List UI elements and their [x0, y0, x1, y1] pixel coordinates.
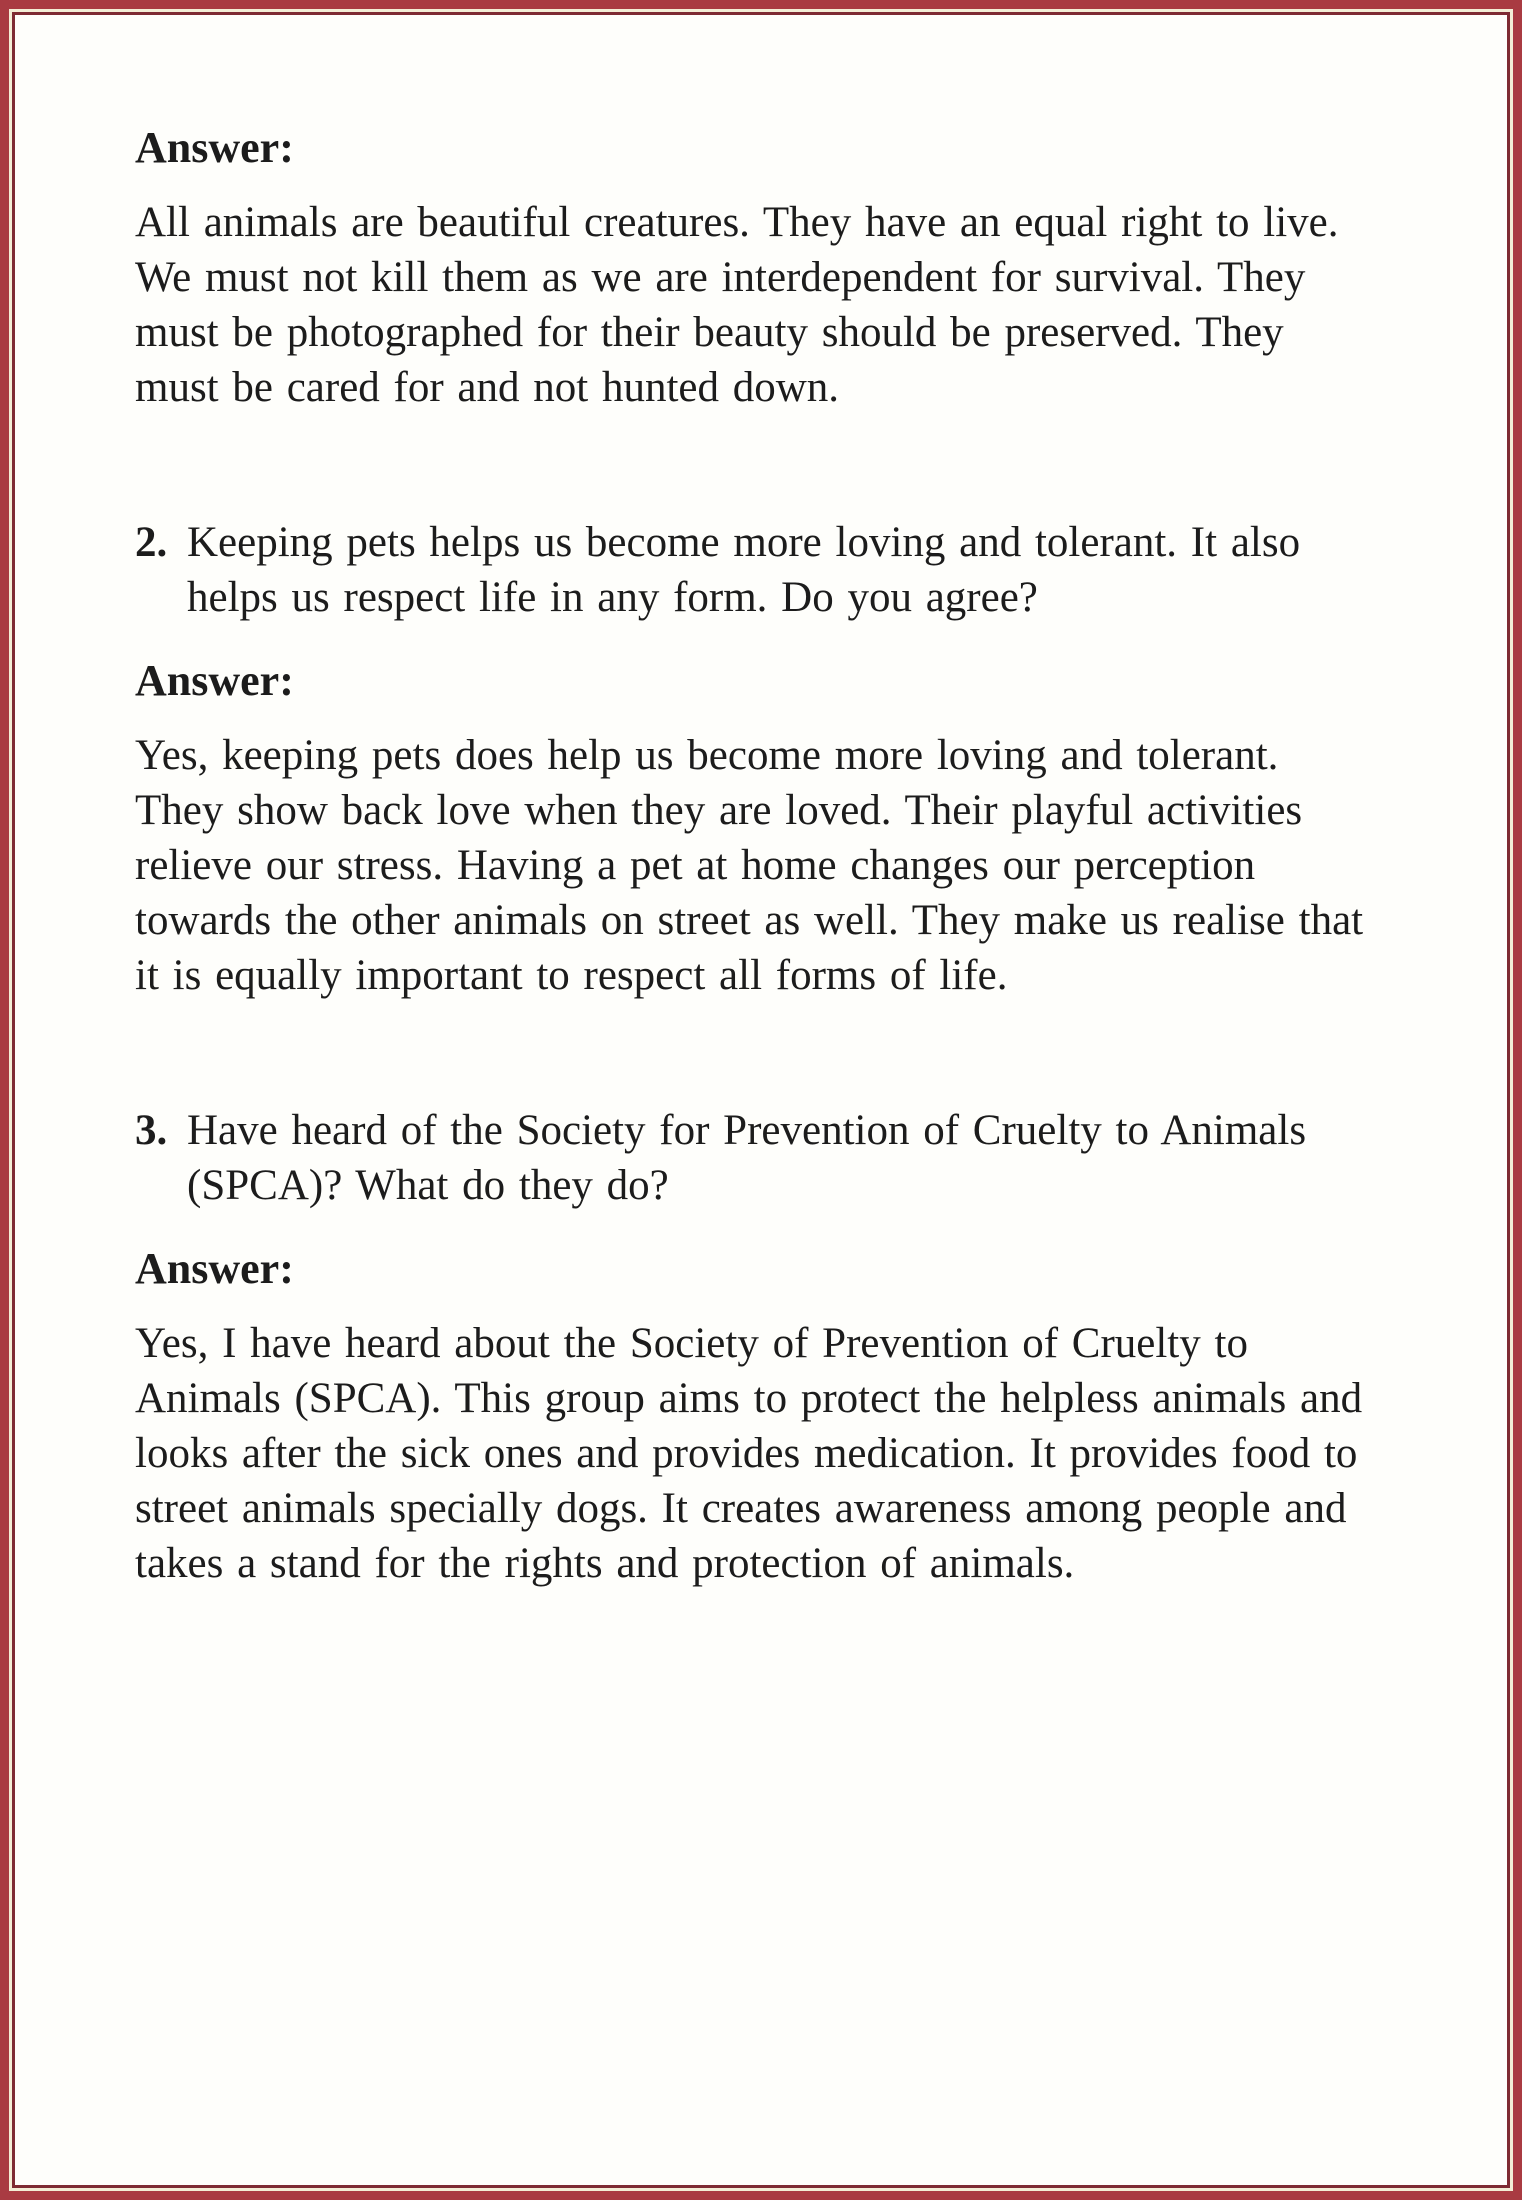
- answer-paragraph-3: [135, 1316, 1407, 1591]
- answer-section-1: [135, 120, 1407, 415]
- text-line: Animals (SPCA). This group aims to protect the helpless animals and: [135, 1375, 1363, 1422]
- question-3: [135, 1103, 1407, 1213]
- question-2-text: [187, 515, 1407, 625]
- question-2: [135, 515, 1407, 625]
- question-3-number: 3.: [135, 1107, 168, 1154]
- text-line: must be photographed for their beauty should be preserved. They: [135, 309, 1284, 356]
- answer-heading-2: Answer:: [135, 656, 294, 705]
- text-line: Have heard of the Society for Prevention of Cruelty to Animals: [187, 1107, 1307, 1154]
- text-line: We must not kill them as we are interdependent for survival. They: [135, 254, 1306, 301]
- answer-heading-1: Answer:: [135, 123, 294, 172]
- text-line: street animals specially dogs. It creates awareness among people and: [135, 1485, 1347, 1532]
- text-line: looks after the sick ones and provides medication. It provides food to: [135, 1430, 1358, 1477]
- page-text-content: [15, 15, 1507, 1591]
- text-line: towards the other animals on street as well. They make us realise that: [135, 897, 1364, 944]
- answer-paragraph-1: [135, 195, 1407, 415]
- text-line: (SPCA)? What do they do?: [187, 1162, 669, 1209]
- text-line: Keeping pets helps us become more loving and tolerant. It also: [187, 519, 1301, 566]
- answer-heading-3: Answer:: [135, 1244, 294, 1293]
- answer-section-2: [135, 653, 1407, 1003]
- text-line: takes a stand for the rights and protection of animals.: [135, 1540, 1075, 1587]
- text-line: must be cared for and not hunted down.: [135, 364, 840, 411]
- answer-paragraph-2: [135, 728, 1407, 1003]
- answer-section-3: [135, 1241, 1407, 1591]
- text-line: helps us respect life in any form. Do you agree?: [187, 574, 1038, 621]
- text-line: They show back love when they are loved. Their playful activities: [135, 787, 1303, 834]
- question-2-number: 2.: [135, 519, 168, 566]
- text-line: relieve our stress. Having a pet at home changes our perception: [135, 842, 1256, 889]
- text-line: Yes, I have heard about the Society of Prevention of Cruelty to: [135, 1320, 1248, 1367]
- question-3-text: [187, 1103, 1407, 1213]
- border-gap: [9, 9, 1513, 2191]
- page-content-area: [12, 12, 1510, 2188]
- text-line: Yes, keeping pets does help us become more loving and tolerant.: [135, 732, 1279, 779]
- text-line: it is equally important to respect all forms of life.: [135, 952, 1008, 999]
- text-line: All animals are beautiful creatures. They have an equal right to live.: [135, 199, 1339, 246]
